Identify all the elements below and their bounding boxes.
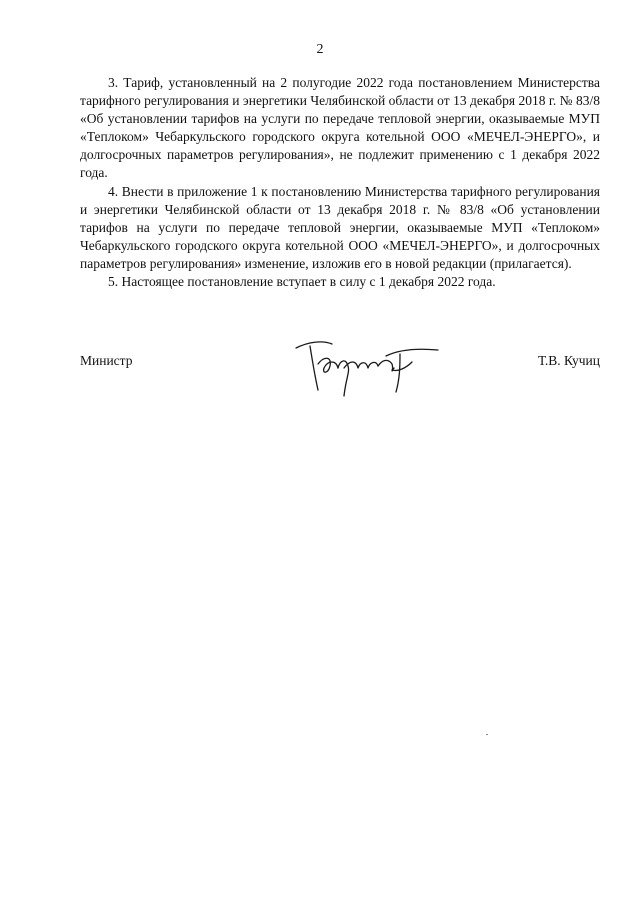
signer-title: Министр (80, 353, 133, 368)
signer-name: Т.В. Кучиц (537, 353, 600, 368)
paragraph-5: 5. Настоящее постановление вступает в силу с 1 декабря 2022 года. (108, 274, 496, 290)
paragraph-4: 4. Внести в приложение 1 к постановлению Министерства тарифного регулирования и энергетики Челябинской области от 13 декабря 2018 г. № 83/8 «Об установлении тарифов на услуги по передаче тепловой энергии, оказываемые МУП «Теплоком» Чебаркульского городского округа котельной ООО «МЕЧЕЛ-ЭНЕРГО», и долгосрочных параметров регулирования» изменение, изложив его в новой редакции (прилагается). (80, 183, 600, 271)
handwritten-signature (288, 334, 448, 406)
paragraph-3: 3. Тариф, установленный на 2 полугодие 2022 года постановлением Министерства тарифного регулирования и энергетики Челябинской области от 13 декабря 2018 г. № 83/8 «Об установлении тарифов на услуги по передаче тепловой энергии, оказываемые МУП «Теплоком» Чебаркульского городского округа котельной ООО «МЕЧЕЛ-ЭНЕРГО», и долгосрочных параметров регулирования», не подлежит применению с 1 декабря 2022 года. (80, 75, 600, 181)
scan-dot (486, 734, 488, 735)
document-body (80, 74, 600, 291)
page-number: 2 (316, 42, 324, 57)
